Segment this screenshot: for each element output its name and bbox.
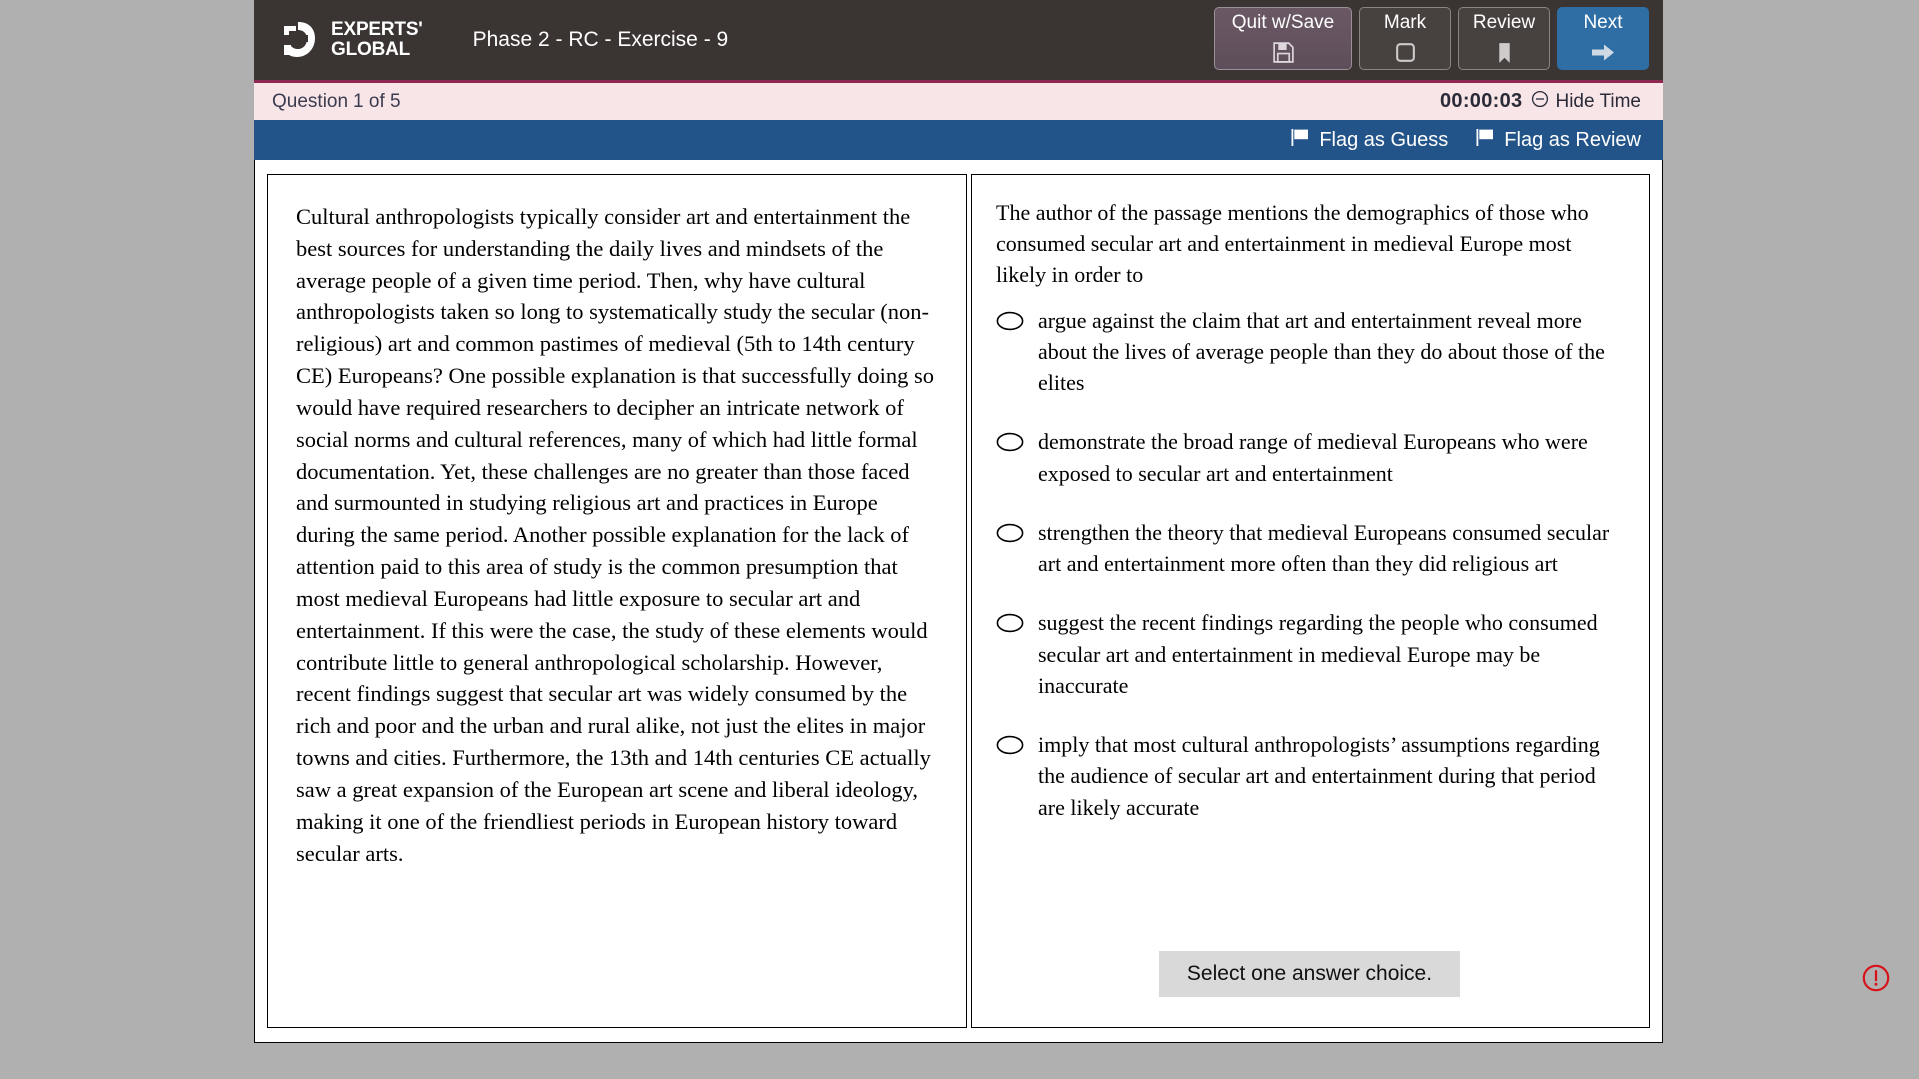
answer-choice-1[interactable] <box>996 305 1623 399</box>
question-stem: The author of the passage mentions the demographics of those who consumed secular art and entertainment in medieval Europe most likely in order to <box>996 200 1589 288</box>
passage-panel <box>267 174 967 1028</box>
brand-logo <box>276 17 423 63</box>
circle-minus-icon <box>1531 90 1549 114</box>
next-label: Next <box>1583 12 1623 33</box>
quit-with-save-label: Quit w/Save <box>1231 12 1335 33</box>
answer-choice-4-text: suggest the recent findings regarding the people who consumed secular art and entertainment in medieval Europe may be inaccurate <box>1038 610 1598 698</box>
question-counter-value: 1 of 5 <box>353 90 401 112</box>
bookmark-icon <box>1492 37 1517 67</box>
answer-choices-list <box>996 305 1623 851</box>
brand-wordmark <box>331 20 423 60</box>
mark-label: Mark <box>1383 12 1427 33</box>
answer-choice-4[interactable] <box>996 607 1623 701</box>
question-counter-label: Question <box>272 90 349 112</box>
answer-choice-3-text: strengthen the theory that medieval Europeans consumed secular art and entertainment more often than they did religious art <box>1038 519 1610 577</box>
header-button-group <box>1214 7 1649 70</box>
right-arrow-icon <box>1589 37 1617 67</box>
answer-choice-3[interactable] <box>996 517 1623 579</box>
radio-button-choice-1[interactable] <box>996 311 1024 336</box>
flag-toolbar <box>254 120 1663 160</box>
review-button[interactable] <box>1458 7 1550 70</box>
exam-content-area <box>254 160 1663 1043</box>
flag-as-guess-label: Flag as Guess <box>1319 128 1449 151</box>
experts-global-logo-icon <box>276 17 322 63</box>
flag-icon <box>1290 128 1310 153</box>
flag-as-guess-button[interactable] <box>1290 128 1448 153</box>
brand-line-1: EXPERTS' <box>331 19 423 41</box>
brand-line-2: GLOBAL <box>331 39 411 60</box>
radio-button-choice-2[interactable] <box>996 432 1024 457</box>
next-button[interactable] <box>1557 7 1649 70</box>
review-label: Review <box>1472 12 1536 33</box>
app-header <box>254 0 1663 80</box>
answer-choice-2[interactable] <box>996 426 1623 488</box>
alert-exclamation-circle-icon[interactable] <box>1861 963 1891 993</box>
radio-button-choice-5[interactable] <box>996 735 1024 760</box>
flag-icon <box>1475 128 1495 153</box>
answer-hint-wrapper <box>996 951 1623 1007</box>
empty-square-icon <box>1393 37 1418 67</box>
answer-choice-1-text: argue against the claim that art and entertainment reveal more about the lives of average people than they do about those of the elites <box>1038 307 1605 396</box>
passage-text: Cultural anthropologists typically consider art and entertainment the best sources for understanding the daily lives and mindsets of the average people of a given time period. Then, why have cultural anthropologists taken so long to systematically study the secular (non-religious) art and common pastimes of medieval (5th to 14th century CE) Europeans? One possible explanation is that successfully doing so would have required researchers to decipher an intricate network of social norms and cultural references, many of which had little formal documentation. Yet, these challenges are no greater than those faced and surmounted in studying religious art and practices in Europe during the same period. Another possible explanation for the lack of attention paid to this area of study is the common presumption that most medieval Europeans had little exposure to secular art and entertainment. If this were the case, the study of these elements would contribute little to general anthropological scholarship. However, recent findings suggest that secular art was widely consumed by the rich and poor and the urban and rural alike, not just the elites in major towns and cities. Furthermore, the 13th and 14th centuries CE actually saw a great expansion of the European art scene and liberal ideology, making it one of the friendliest periods in European history toward secular arts. <box>296 204 934 866</box>
radio-button-choice-3[interactable] <box>996 523 1024 548</box>
timer-group <box>1440 90 1641 114</box>
answer-choice-5-text: imply that most cultural anthropologists’ assumptions regarding the audience of secular art and entertainment during that period are likely accurate <box>1038 732 1600 820</box>
flag-as-review-label: Flag as Review <box>1504 128 1641 151</box>
question-status-bar <box>254 80 1663 120</box>
hide-time-label: Hide Time <box>1555 90 1641 112</box>
exam-window <box>254 0 1663 1043</box>
timer-value: 00:00:03 <box>1440 90 1523 112</box>
flag-as-review-button[interactable] <box>1475 128 1641 153</box>
mark-button[interactable] <box>1359 7 1451 70</box>
answer-choice-5[interactable] <box>996 729 1623 823</box>
hide-time-button[interactable] <box>1531 90 1641 114</box>
radio-button-choice-4[interactable] <box>996 613 1024 638</box>
question-counter <box>272 91 401 113</box>
select-one-answer-hint: Select one answer choice. <box>1159 951 1460 997</box>
question-panel <box>971 174 1650 1028</box>
quit-with-save-button[interactable] <box>1214 7 1352 70</box>
answer-choice-2-text: demonstrate the broad range of medieval Europeans who were exposed to secular art and entertainment <box>1038 429 1588 486</box>
exam-title: Phase 2 - RC - Exercise - 9 <box>472 28 729 51</box>
floppy-disk-save-icon <box>1271 37 1296 67</box>
